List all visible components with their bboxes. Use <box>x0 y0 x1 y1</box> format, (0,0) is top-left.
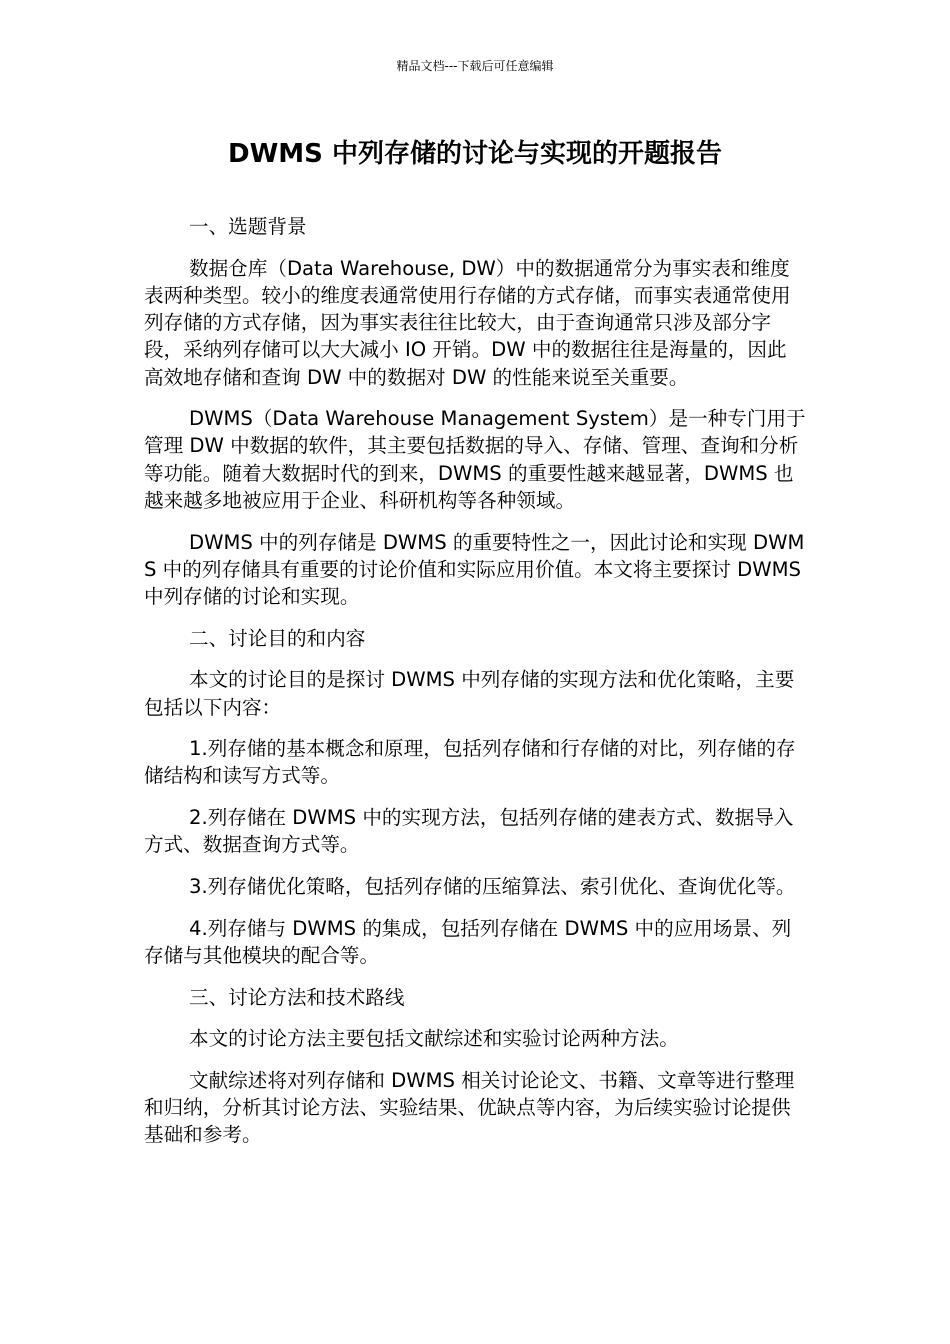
list-item-4: 4.列存储与 DWMS 的集成，包括列存储在 DWMS 中的应用场景、列存储与其他模块的配合等。 <box>144 916 792 967</box>
document-body <box>144 213 806 1163</box>
header-note: 精品文档---下载后可任意编辑 <box>396 59 554 73</box>
list-item-1: 1.列存储的基本概念和原理，包括列存储和行存储的对比，列存储的存储结构和读写方式等。 <box>144 737 796 788</box>
paragraph-literature-review: 文献综述将对列存储和 DWMS 相关讨论论文、书籍、文章等进行整理和归纳，分析其讨论方法、实验结果、优缺点等内容，为后续实验讨论提供基础和参考。 <box>144 1069 795 1147</box>
paragraph-purpose: 本文的讨论目的是探讨 DWMS 中列存储的实现方法和优化策略，主要包括以下内容： <box>144 668 795 719</box>
list-item-2: 2.列存储在 DWMS 中的实现方法，包括列存储的建表方式、数据导入方式、数据查询方式等。 <box>144 806 794 857</box>
section-heading-background: 一、选题背景 <box>189 215 307 238</box>
section-heading-methods: 三、讨论方法和技术路线 <box>189 985 405 1009</box>
paragraph-column-storage-importance: DWMS 中的列存储是 DWMS 的重要特性之一，因此讨论和实现 DWMS 中的列存储具有重要的讨论价值和实际应用价值。本文将主要探讨 DWMS 中列存储的讨论和实现。 <box>144 530 805 608</box>
section-heading-purpose: 二、讨论目的和内容 <box>189 626 366 650</box>
paragraph-dwms-definition: DWMS（Data Warehouse Management System）是一种专门用于管理 DW 中数据的软件，其主要包括数据的导入、存储、管理、查询和分析等功能。随着大数据时代的到来，DWMS 的重要性越来越显著，DWMS 也越来越多地被应用于企业、科研机构等各种领域。 <box>144 407 806 512</box>
paragraph-methods: 本文的讨论方法主要包括文献综述和实验讨论两种方法。 <box>189 1027 679 1051</box>
list-item-3: 3.列存储优化策略，包括列存储的压缩算法、索引优化、查询优化等。 <box>189 875 796 899</box>
document-title: DWMS 中列存储的讨论与实现的开题报告 <box>228 139 722 169</box>
paragraph-data-warehouse: 数据仓库（Data Warehouse, DW）中的数据通常分为事实表和维度表两种类型。较小的维度表通常使用行存储的方式存储，而事实表通常使用列存储的方式存储，因为事实表往往比较大，由于查询通常只涉及部分字段，采纳列存储可以大大减小 IO 开销。DW 中的数据往往是海量的，因此高效地存储和查询 DW 中的数据对 DW 的性能来说至关重要。 <box>144 256 791 389</box>
